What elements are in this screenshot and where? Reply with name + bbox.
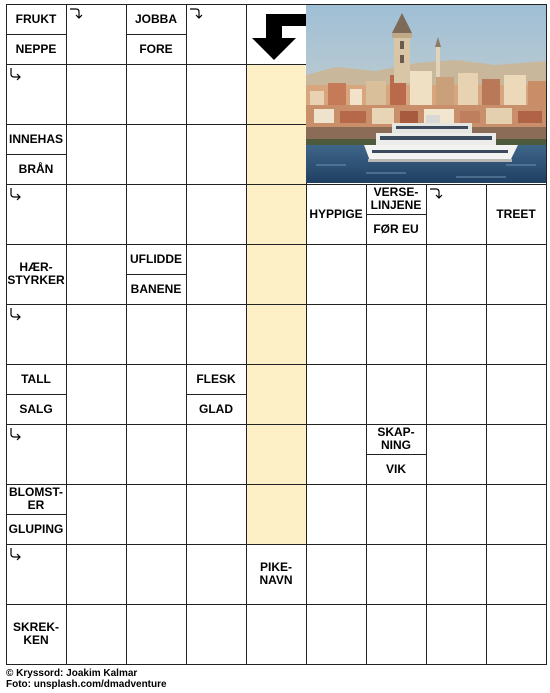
answer-cell[interactable] (246, 364, 306, 424)
grid-line (246, 364, 306, 365)
answer-cell[interactable] (426, 244, 486, 304)
answer-cell[interactable] (486, 304, 546, 364)
grid-line (186, 304, 187, 364)
grid-line (306, 604, 307, 664)
answer-cell[interactable] (426, 604, 486, 664)
answer-cell[interactable] (246, 604, 306, 664)
grid-line (186, 244, 187, 304)
grid-line (66, 484, 67, 544)
grid-line (486, 364, 546, 365)
answer-cell[interactable] (66, 244, 126, 304)
grid-line (6, 424, 66, 425)
grid-line (186, 544, 187, 604)
clue-jobba: JOBBA (126, 4, 186, 34)
grid-line (306, 244, 307, 304)
grid-line (306, 544, 366, 545)
grid-line (246, 184, 306, 185)
answer-cell[interactable] (126, 124, 186, 184)
grid-line (486, 604, 546, 605)
grid-line (126, 604, 186, 605)
grid-line (6, 484, 66, 485)
answer-cell[interactable] (66, 64, 126, 124)
grid-line (66, 64, 67, 124)
grid-line (186, 394, 246, 395)
grid-line (246, 424, 247, 484)
answer-cell[interactable] (426, 364, 486, 424)
grid-line (246, 484, 247, 544)
grid-line (366, 484, 426, 485)
grid-line (426, 484, 486, 485)
solution-column-arrow-icon (250, 8, 306, 60)
grid-line (306, 484, 366, 485)
clue-banene: BANENE (126, 274, 186, 304)
answer-cell[interactable] (306, 244, 366, 304)
grid-line (186, 424, 187, 484)
grid-line (126, 64, 186, 65)
answer-cell[interactable] (66, 424, 126, 484)
answer-cell[interactable] (306, 364, 366, 424)
clue-frukt: FRUKT (6, 4, 66, 34)
grid-line (246, 184, 247, 244)
answer-cell[interactable] (366, 244, 426, 304)
grid-line (486, 484, 487, 544)
grid-line (126, 544, 186, 545)
answer-cell[interactable] (126, 64, 186, 124)
grid-line (246, 124, 306, 125)
grid-line (486, 184, 487, 244)
grid-line (6, 364, 66, 365)
grid-line (486, 544, 546, 545)
grid-line (246, 124, 247, 184)
grid-line (6, 544, 66, 545)
grid-line (246, 64, 306, 65)
grid-line (426, 544, 427, 604)
arrow-down-right-icon (9, 187, 23, 201)
grid-line (246, 4, 247, 64)
grid-line (186, 484, 246, 485)
grid-line (366, 424, 426, 425)
grid-line (6, 184, 66, 185)
grid-line (486, 244, 487, 304)
answer-cell[interactable] (186, 424, 246, 484)
grid-line (126, 34, 186, 35)
grid-line (66, 304, 67, 364)
grid-line (426, 184, 427, 244)
grid-line (186, 604, 246, 605)
grid-line (66, 484, 126, 485)
answer-cell[interactable] (306, 544, 366, 604)
grid-line (306, 364, 307, 424)
grid-line (6, 304, 66, 305)
grid-line (306, 184, 307, 244)
grid-line (426, 604, 486, 605)
grid-line (306, 424, 366, 425)
grid-line (486, 304, 487, 364)
arrow-right-down-icon (189, 7, 203, 21)
grid-line (126, 604, 127, 664)
arrow-right-down-icon (69, 7, 83, 21)
answer-cell[interactable] (186, 64, 246, 124)
grid-line (306, 244, 366, 245)
clue-bran: BRÅN (6, 154, 66, 184)
grid-line (66, 304, 126, 305)
arrow-right-down-icon (429, 187, 443, 201)
grid-line (126, 484, 127, 544)
grid-line (66, 544, 67, 604)
grid-line (6, 664, 547, 665)
answer-cell[interactable] (186, 604, 246, 664)
grid-line (366, 544, 426, 545)
clue-for-eu: FØR EU (366, 214, 426, 244)
grid-line (66, 424, 67, 484)
grid-line (66, 364, 126, 365)
grid-line (366, 304, 367, 364)
grid-line (66, 424, 126, 425)
grid-line (306, 604, 366, 605)
grid-line (126, 304, 186, 305)
grid-line (366, 604, 426, 605)
clue-salg: SALG (6, 394, 66, 424)
clue-treet: TREET (486, 184, 546, 244)
answer-cell[interactable] (246, 184, 306, 244)
answer-cell[interactable] (66, 304, 126, 364)
clue-skrekken: SKREK- KEN (6, 604, 66, 664)
grid-line (366, 544, 367, 604)
grid-line (246, 244, 247, 304)
answer-cell[interactable] (426, 304, 486, 364)
clue-gluping: GLUPING (6, 514, 66, 544)
answer-cell[interactable] (306, 424, 366, 484)
clue-fore: FORE (126, 34, 186, 64)
answer-cell[interactable] (246, 484, 306, 544)
grid-line (306, 424, 307, 484)
grid-line (126, 124, 127, 184)
grid-line (66, 124, 67, 184)
answer-cell[interactable] (366, 484, 426, 544)
clue-verselinjene: VERSE- LINJENE (366, 184, 426, 214)
grid-line (186, 544, 246, 545)
grid-line (486, 604, 487, 664)
answer-cell[interactable] (306, 484, 366, 544)
grid-line (126, 184, 127, 244)
grid-line (66, 604, 67, 664)
answer-cell[interactable] (66, 184, 126, 244)
grid-line (126, 184, 186, 185)
grid-line (186, 64, 187, 124)
grid-line (426, 604, 427, 664)
grid-line (126, 424, 127, 484)
grid-line (366, 364, 367, 424)
grid-line (426, 244, 486, 245)
grid-line (66, 124, 126, 125)
answer-cell[interactable] (186, 124, 246, 184)
grid-line (66, 244, 67, 304)
grid-line (486, 424, 546, 425)
clue-tall: TALL (6, 364, 66, 394)
clue-innehas: INNEHAS (6, 124, 66, 154)
grid-line (126, 274, 186, 275)
grid-line (186, 364, 246, 365)
answer-cell[interactable] (366, 544, 426, 604)
grid-line (486, 184, 546, 185)
grid-line (306, 544, 307, 604)
answer-cell[interactable] (126, 484, 186, 544)
grid-line (366, 364, 426, 365)
answer-cell[interactable] (126, 184, 186, 244)
grid-line (6, 124, 66, 125)
grid-line (246, 244, 306, 245)
grid-line (306, 304, 366, 305)
grid-line (366, 454, 426, 455)
answer-cell[interactable] (126, 304, 186, 364)
answer-cell[interactable] (126, 364, 186, 424)
answer-cell[interactable] (486, 244, 546, 304)
answer-cell[interactable] (186, 184, 246, 244)
grid-line (126, 124, 186, 125)
answer-cell[interactable] (126, 544, 186, 604)
grid-line (186, 124, 246, 125)
grid-line (126, 544, 127, 604)
grid-line (186, 604, 187, 664)
clue-photo (306, 5, 546, 183)
clue-blomster: BLOMST- ER (6, 484, 66, 514)
grid-line (66, 544, 126, 545)
answer-cell[interactable] (246, 304, 306, 364)
grid-line (126, 244, 186, 245)
grid-line (6, 154, 66, 155)
grid-line (6, 34, 66, 35)
answer-cell[interactable] (486, 484, 546, 544)
grid-line (366, 304, 426, 305)
grid-line (426, 364, 486, 365)
grid-line (6, 64, 66, 65)
answer-cell[interactable] (246, 244, 306, 304)
grid-line (366, 484, 367, 544)
grid-line (186, 64, 246, 65)
answer-cell[interactable] (66, 124, 126, 184)
answer-cell[interactable] (426, 424, 486, 484)
grid-line (486, 244, 546, 245)
grid-line (246, 604, 247, 664)
grid-line (126, 484, 186, 485)
grid-line (126, 304, 127, 364)
grid-line (246, 544, 306, 545)
grid-line (186, 424, 246, 425)
clue-flesk: FLESK (186, 364, 246, 394)
answer-cell[interactable] (126, 424, 186, 484)
answer-cell[interactable] (366, 364, 426, 424)
grid-line (306, 364, 366, 365)
grid-line (426, 364, 427, 424)
answer-cell[interactable] (486, 424, 546, 484)
grid-line (366, 184, 426, 185)
grid-line (366, 244, 426, 245)
grid-line (186, 304, 246, 305)
grid-line (6, 4, 7, 665)
grid-line (246, 64, 247, 124)
answer-cell[interactable] (246, 124, 306, 184)
grid-line (246, 364, 247, 424)
grid-line (426, 544, 486, 545)
answer-cell[interactable] (366, 304, 426, 364)
grid-line (6, 604, 66, 605)
grid-line (486, 544, 487, 604)
grid-line (426, 184, 486, 185)
answer-cell[interactable] (366, 604, 426, 664)
grid-line (66, 184, 67, 244)
arrow-down-right-icon (9, 307, 23, 321)
arrow-down-right-icon (9, 547, 23, 561)
grid-line (126, 364, 186, 365)
arrow-down-right-icon (9, 427, 23, 441)
clue-hyppige: HYPPIGE (306, 184, 366, 244)
credits (6, 668, 167, 690)
grid-line (246, 304, 306, 305)
grid-line (486, 484, 546, 485)
clue-pikenavn: PIKE- NAVN (246, 544, 306, 604)
grid-line (546, 4, 547, 665)
grid-line (486, 424, 487, 484)
grid-line (426, 424, 486, 425)
grid-line (306, 484, 307, 544)
grid-line (426, 244, 427, 304)
grid-line (126, 64, 127, 124)
grid-line (306, 304, 307, 364)
credits-photo-source: Foto: unsplash.com/dmadventure (6, 679, 167, 690)
answer-cell[interactable] (186, 244, 246, 304)
answer-cell[interactable] (246, 424, 306, 484)
grid-line (426, 304, 427, 364)
answer-cell[interactable] (486, 604, 546, 664)
answer-cell[interactable] (186, 544, 246, 604)
grid-line (486, 304, 546, 305)
answer-cell[interactable] (486, 364, 546, 424)
grid-line (246, 304, 247, 364)
clue-uflidde: UFLIDDE (126, 244, 186, 274)
grid-line (426, 304, 486, 305)
grid-line (246, 604, 306, 605)
answer-cell[interactable] (246, 64, 306, 124)
clue-neppe: NEPPE (6, 34, 66, 64)
answer-cell[interactable] (306, 304, 366, 364)
answer-cell[interactable] (186, 484, 246, 544)
clue-glad: GLAD (186, 394, 246, 424)
grid-line (186, 244, 246, 245)
credits-puzzle-author: © Kryssord: Joakim Kalmar (6, 668, 138, 679)
grid-line (66, 364, 67, 424)
clue-skapning: SKAP- NING (366, 424, 426, 454)
grid-line (66, 244, 126, 245)
answer-cell[interactable] (66, 544, 126, 604)
grid-line (186, 184, 187, 244)
grid-line (66, 64, 126, 65)
grid-line (246, 544, 247, 604)
grid-line (246, 484, 306, 485)
answer-cell[interactable] (186, 304, 246, 364)
grid-line (366, 604, 367, 664)
answer-cell[interactable] (306, 604, 366, 664)
arrow-down-right-icon (9, 67, 23, 81)
grid-line (426, 424, 427, 484)
grid-line (126, 364, 127, 424)
clue-vik: VIK (366, 454, 426, 484)
answer-cell[interactable] (126, 604, 186, 664)
grid-line (486, 364, 487, 424)
answer-cell[interactable] (66, 484, 126, 544)
grid-line (66, 184, 126, 185)
grid-line (6, 244, 66, 245)
grid-line (426, 484, 427, 544)
grid-line (366, 214, 426, 215)
grid-line (366, 244, 367, 304)
grid-line (306, 184, 366, 185)
grid-line (126, 424, 186, 425)
grid-line (186, 484, 187, 544)
clue-haerstyrker: HÆR- STYRKER (6, 244, 66, 304)
answer-cell[interactable] (66, 604, 126, 664)
grid-line (66, 4, 67, 64)
grid-line (66, 604, 126, 605)
grid-line (186, 184, 246, 185)
grid-line (6, 394, 66, 395)
grid-line (6, 514, 66, 515)
answer-cell[interactable] (66, 364, 126, 424)
grid-line (246, 424, 306, 425)
grid-line (186, 4, 187, 64)
grid-line (186, 124, 187, 184)
answer-cell[interactable] (486, 544, 546, 604)
answer-cell[interactable] (426, 544, 486, 604)
answer-cell[interactable] (426, 484, 486, 544)
